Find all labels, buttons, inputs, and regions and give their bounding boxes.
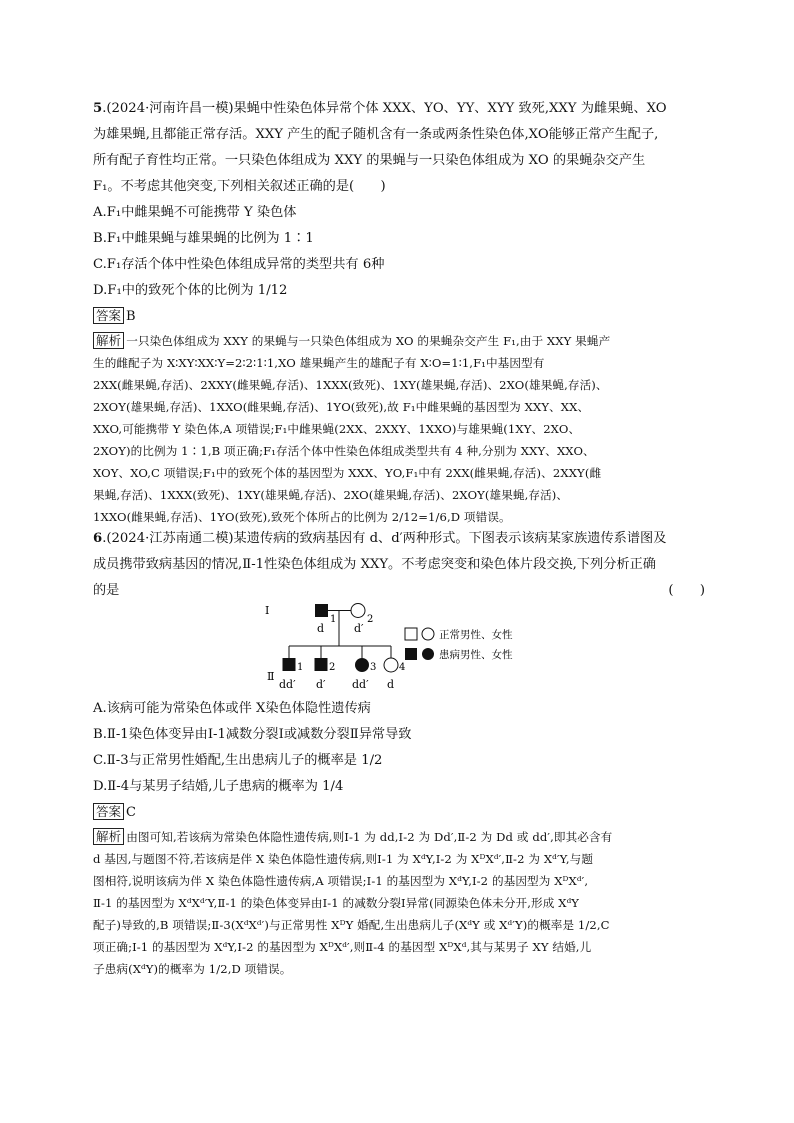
q5-explain-line-1: 一只染色体组成为 XXY 的果蝇与一只染色体组成为 XO 的果蝇杂交产生 F₁,由于 XXY 果蝇产 bbox=[126, 334, 611, 348]
q6-explanation bbox=[93, 826, 705, 980]
q6-explain-line-1: 由图可知,若该病为常染色体隐性遗传病,则Ⅰ-1 为 dd,Ⅰ-2 为 Dd′,Ⅱ-2 为 Dd 或 dd′,即其必含有 bbox=[126, 830, 613, 844]
i-2-normal-female bbox=[351, 604, 365, 618]
ii-4-normal-female bbox=[384, 658, 398, 672]
q6-explain-line-3: 图相符,说明该病为伴 X 染色体隐性遗传病,A 项错误;Ⅰ-1 的基因型为 XᵈY,Ⅰ-2 的基因型为 XᴰXᵈ′, bbox=[93, 874, 589, 888]
q5-explain-line-7: XOY、XO,C 项错误;F₁中的致死个体的基因型为 XXX、YO,F₁中有 2XX(雌果蝇,存活)、2XXY(雌 bbox=[93, 466, 602, 480]
legend-affected-female-icon bbox=[422, 648, 434, 660]
q5-option-c: C.F₁存活个体中性染色体组成异常的类型共有 6种 bbox=[93, 257, 385, 272]
q5-stem-line-1: .(2024·河南许昌一模)果蝇中性染色体异常个体 XXX、YO、YY、XYY 致死,XXY 为雌果蝇、XO bbox=[102, 101, 667, 116]
q6-stem-line-2: 成员携带致病基因的情况,Ⅱ-1性染色体组成为 XXY。不考虑突变和染色体片段交换,下列分析正确 bbox=[93, 557, 656, 572]
legend-normal-female-icon bbox=[422, 628, 434, 640]
question-5 bbox=[93, 96, 705, 528]
q6-stem-line-3: 的是 bbox=[93, 583, 120, 598]
q6-stem-line-1: .(2024·江苏南通二模)某遗传病的致病基因有 d、d′两种形式。下图表示该病某家族遗传系谱图及 bbox=[102, 531, 667, 546]
i-2-genotype: d′ bbox=[354, 622, 364, 635]
i-2-number: 2 bbox=[367, 614, 374, 625]
ii-3-number: 3 bbox=[370, 662, 377, 673]
q5-explain-line-2: 生的雌配子为 X∶XY∶XX∶Y=2∶2∶1∶1,XO 雄果蝇产生的雄配子有 X∶O=1∶1,F₁中基因型有 bbox=[93, 356, 545, 370]
gen-2-label: Ⅱ bbox=[267, 670, 275, 683]
q5-stem-line-4: F₁。不考虑其他突变,下列相关叙述正确的是( ) bbox=[93, 179, 386, 194]
q5-stem bbox=[93, 96, 705, 200]
ii-3-affected-female bbox=[355, 658, 369, 672]
q6-option-b: B.Ⅱ-1染色体变异由Ⅰ-1减数分裂Ⅰ或减数分裂Ⅱ异常导致 bbox=[93, 727, 412, 742]
q5-stem-line-3: 所有配子育性均正常。一只染色体组成为 XXY 的果蝇与一只染色体组成为 XO 的果蝇杂交产生 bbox=[93, 153, 646, 168]
q5-explain-line-8: 果蝇,存活)、1XXX(致死)、1XY(雄果蝇,存活)、2XO(雄果蝇,存活)、2XOY(雄果蝇,存活)、 bbox=[93, 488, 569, 502]
ii-3-genotype: dd′ bbox=[352, 678, 369, 691]
q6-stem bbox=[93, 526, 705, 604]
ii-2-genotype: d′ bbox=[316, 678, 326, 691]
q5-answer-line bbox=[93, 306, 705, 328]
q6-option-d: D.Ⅱ-4与某男子结婚,儿子患病的概率为 1/4 bbox=[93, 779, 344, 794]
legend-affected-label: 患病男性、女性 bbox=[439, 649, 513, 661]
ii-2-affected-male bbox=[315, 658, 328, 671]
ii-4-number: 4 bbox=[399, 662, 406, 673]
i-1-affected-male bbox=[315, 604, 328, 617]
i-1-genotype: d bbox=[317, 622, 325, 635]
q6-option-a: A.该病可能为常染色体或伴 X染色体隐性遗传病 bbox=[93, 701, 371, 716]
q6-answer: C bbox=[126, 805, 136, 820]
ii-1-genotype: dd′ bbox=[279, 678, 296, 691]
gen-1-label: Ⅰ bbox=[265, 604, 270, 617]
q5-explain-line-6: 2XOY)的比例为 1∶1,B 项正确;F₁存活个体中性染色体组成类型共有 4 种,分别为 XXY、XXO、 bbox=[93, 444, 595, 458]
ii-4-genotype: d bbox=[387, 678, 395, 691]
legend-normal-male-icon bbox=[405, 628, 417, 640]
ii-1-affected-male bbox=[283, 658, 296, 671]
q6-option-c: C.Ⅱ-3与正常男性婚配,生出患病儿子的概率是 1/2 bbox=[93, 753, 383, 768]
q5-option-a: A.F₁中雌果蝇不可能携带 Y 染色体 bbox=[93, 205, 297, 220]
q6-answer-paren: ( ) bbox=[668, 583, 705, 598]
q5-explanation bbox=[93, 330, 705, 528]
q6-explain-line-7: 子患病(XᵈY)的概率为 1/2,D 项错误。 bbox=[93, 962, 292, 976]
q5-explain-tag: 解析 bbox=[93, 332, 124, 349]
ii-2-number: 2 bbox=[329, 662, 336, 673]
q6-explain-line-5: 配子)导致的,B 项错误;Ⅱ-3(XᵈXᵈ′)与正常男性 XᴰY 婚配,生出患病儿子(XᵈY 或 Xᵈ′Y)的概率是 1/2,C bbox=[93, 918, 610, 932]
pedigree-diagram bbox=[255, 600, 545, 698]
legend-normal-label: 正常男性、女性 bbox=[439, 629, 513, 641]
legend-affected-male-icon bbox=[405, 648, 417, 660]
q6-answer-line bbox=[93, 802, 705, 824]
q5-explain-line-3: 2XX(雌果蝇,存活)、2XXY(雌果蝇,存活)、1XXX(致死)、1XY(雄果蝇,存活)、2XO(雄果蝇,存活)、 bbox=[93, 378, 608, 392]
q5-option-b: B.F₁中雌果蝇与雄果蝇的比例为 1∶1 bbox=[93, 231, 314, 246]
q5-option-d: D.F₁中的致死个体的比例为 1/12 bbox=[93, 283, 288, 298]
q6-explain-line-2: d 基因,与题图不符,若该病是伴 X 染色体隐性遗传病,则Ⅰ-1 为 XᵈY,Ⅰ-2 为 XᴰXᵈ′,Ⅱ-2 为 Xᵈ′Y,与题 bbox=[93, 852, 594, 866]
q5-number: 5 bbox=[93, 101, 103, 116]
question-6-body bbox=[93, 696, 705, 980]
q6-explain-tag: 解析 bbox=[93, 828, 124, 845]
q5-explain-line-9: 1XXO(雌果蝇,存活)、1YO(致死),致死个体所占的比例为 2/12=1/6,D 项错误。 bbox=[93, 510, 511, 524]
q5-explain-line-5: XXO,可能携带 Y 染色体,A 项错误;F₁中雌果蝇(2XX、2XXY、1XXO)与雄果蝇(1XY、2XO、 bbox=[93, 422, 581, 436]
q6-answer-tag: 答案 bbox=[93, 803, 124, 820]
q6-number: 6 bbox=[93, 531, 103, 546]
q5-answer-tag: 答案 bbox=[93, 307, 124, 324]
q6-explain-line-4: Ⅱ-1 的基因型为 XᵈXᵈ′Y,Ⅱ-1 的染色体变异由Ⅰ-1 的减数分裂Ⅰ异常(同源染色体未分开,形成 XᵈY bbox=[93, 896, 580, 910]
question-6 bbox=[93, 526, 705, 604]
q5-answer: B bbox=[126, 309, 136, 324]
ii-1-number: 1 bbox=[297, 662, 304, 673]
q6-explain-line-6: 项正确;Ⅰ-1 的基因型为 XᵈY,Ⅰ-2 的基因型为 XᴰXᵈ′,则Ⅱ-4 的基因型 XᴰXᵈ,其与某男子 XY 结婚,儿 bbox=[93, 940, 592, 954]
q5-explain-line-4: 2XOY(雄果蝇,存活)、1XXO(雌果蝇,存活)、1YO(致死),故 F₁中雌果蝇的基因型为 XXY、XX、 bbox=[93, 400, 590, 414]
q5-stem-line-2: 为雄果蝇,且都能正常存活。XXY 产生的配子随机含有一条或两条性染色体,XO能够正常产生配子, bbox=[93, 127, 659, 142]
i-1-number: 1 bbox=[330, 614, 337, 625]
